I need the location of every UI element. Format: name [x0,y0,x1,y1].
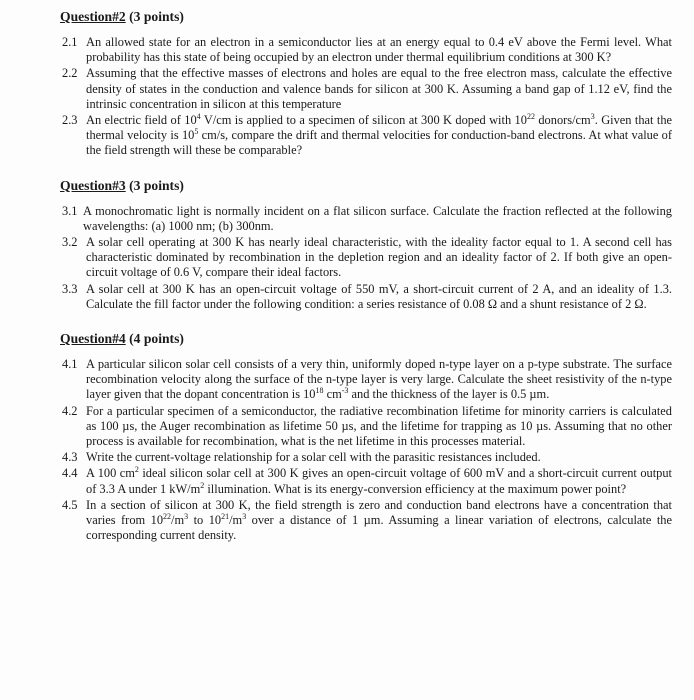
question-2-1: 2.1 An allowed state for an electron in a semiconductor lies at an energy equal to 0.4 eV above the Fermi level. What probability has this state of being occupied by an electron under thermal equilibrium conditions at 300 K? [62,35,672,65]
question-2-2: 2.2 Assuming that the effective masses of electrons and holes are equal to the free electron mass, calculate the effective density of states in the conduction and valence bands for silicon at 300 K. Assuming a band gap of 1.12 eV, find the intrinsic concentration in silicon at this temperature [62,66,672,111]
question-4-2: 4.2 For a particular specimen of a semiconductor, the radiative recombination lifetime for minority carriers is calculated as 100 µs, the Auger recombination as lifetime 50 µs, and the lifetime for trapping as 10 µs. Assuming that no other process is available for recombination, what is the net lifetime in this processes material. [62,403,672,449]
question-3-3: 3.3 A solar cell at 300 K has an open-circuit voltage of 550 mV, a short-circuit current of 2 A, and an ideality of 1.3. Calculate the fill factor under the following condition: a series resistance of 0.08 Ω and a shunt resistance of 2 Ω. [62,281,672,311]
question-3-2: 3.2 A solar cell operating at 300 K has nearly ideal characteristic, with the ideality factor equal to 1. A second cell has characteristic dominated by recombination in the depletion region and an ideality factor of 2. If both give an open-circuit voltage of 0.6 V, compare their ideal factors. [62,235,672,280]
question-4-5: 4.5 In a section of silicon at 300 K, the field strength is zero and conduction band electrons have a concentration that varies from $10^{22}/m^3$ to $10^{21}/m^3$ over a distance of 1 µm. Assuming a linear variation of electrons, calculate the corresponding current density. [62,497,672,543]
question-3-number: Question#3 [60,177,126,193]
question-2-section [60,8,672,159]
question-3-points: (3 points) [129,177,184,193]
question-4-4: 4.4 A 100 $cm^2$ ideal silicon solar cell at 300 K gives an open-circuit voltage of 600 mV and a short-circuit current output of 3.3 A under 1 $kW/m^2$ illumination. What is its energy-conversion efficiency at the maximum power point? [62,465,672,496]
question-4-section [60,330,672,543]
question-4-heading [60,330,672,347]
question-2-3: 2.3 An electric field of $10^4$ V/cm is applied to a specimen of silicon at 300 K doped with $10^{22}$ donors/$cm^3$. Given that the thermal velocity is $10^5$ cm/s, compare the drift and thermal velocities for conduction-band electrons. At what value of the field strength will these be comparable? [62,112,673,158]
question-3-heading [60,177,672,194]
question-4-3: 4.3 Write the current-voltage relationship for a solar cell with the parasitic resistances included. [62,450,541,465]
question-2-points: (3 points) [129,9,184,24]
question-3-section [60,177,672,312]
question-2-heading [60,8,672,25]
question-2-number: Question#2 [60,9,126,24]
question-4-1: 4.1 A particular silicon solar cell consists of a very thin, uniformly doped n-type layer on a p-type substrate. The surface recombination velocity along the surface of the n-type layer is very large. Calculate the sheet resistivity of the n-type layer given that the dopant concentration is $10^{18}$ $cm^{-3}$ and the thickness of the layer is 0.5 µm. [62,357,672,402]
question-4-number: Question#4 [60,331,126,347]
question-3-1: 3.1 A monochromatic light is normally incident on a flat silicon surface. Calculate the fraction reflected at the following wavelengths: (a) 1000 nm; (b) 300nm. [62,203,672,233]
question-4-points: (4 points) [129,331,184,347]
